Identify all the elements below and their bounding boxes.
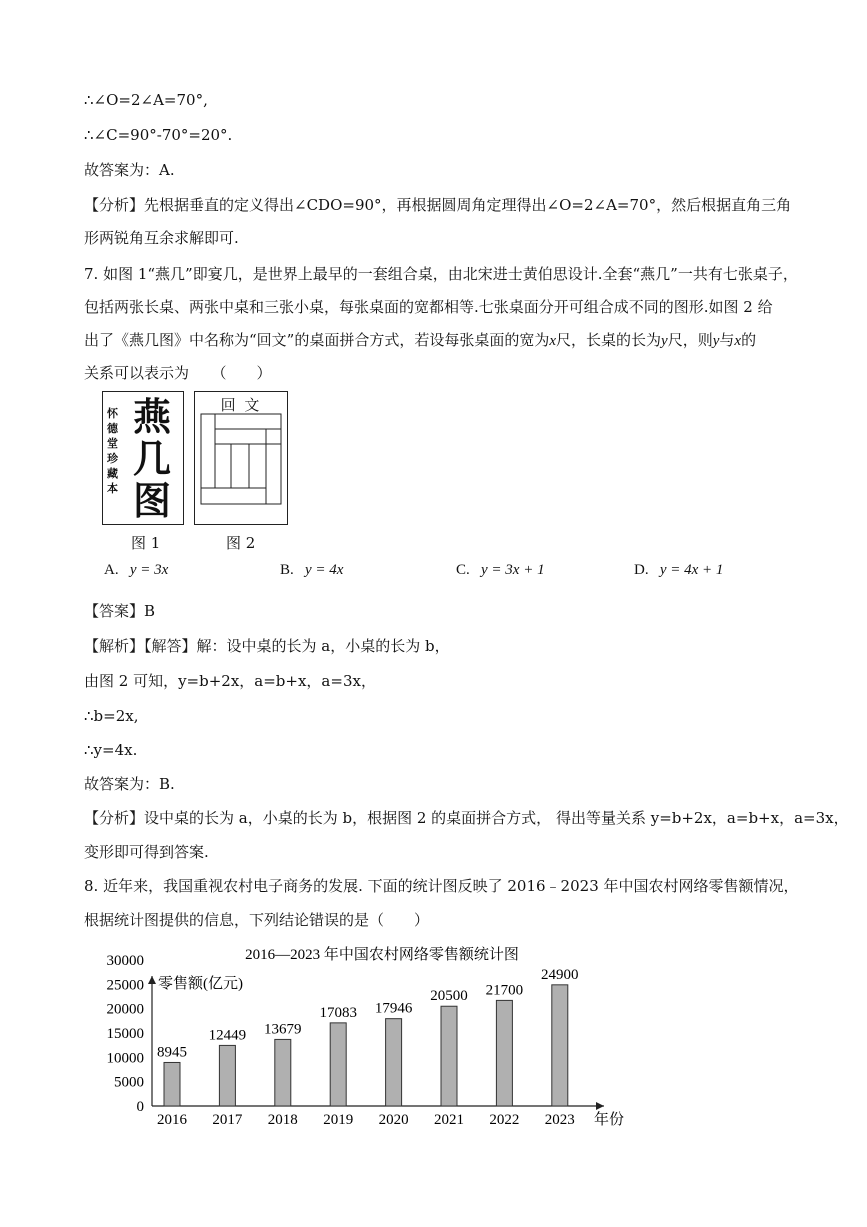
option-a-expr: y = 3x (129, 562, 169, 578)
chart-y-ticks (107, 953, 145, 1115)
q8-line-2: 根据统计图提供的信息，下列结论错误的是（ ） (84, 911, 430, 929)
line-analysis-1 (84, 195, 791, 215)
option-b (280, 562, 343, 579)
var-x: x (549, 333, 557, 349)
solution-tag-2: 【解答】 (144, 637, 197, 655)
chart-bar (552, 985, 568, 1106)
chart-x-axis-label: 年份 (594, 1112, 625, 1128)
q7-line-3-part-b: 尺，长桌的长为 (556, 331, 662, 349)
solution-line-2: 由图 2 可知，y=b+2x，a=b+x，a=3x， (84, 672, 376, 690)
line-analysis-2: 形两锐角互余求解即可. (84, 229, 239, 247)
chart-bar (441, 1006, 457, 1106)
q8-line-1: 8. 近年来，我国重视农村电子商务的发展. 下面的统计图反映了 2016﹣2023 年中国农村网络零售额情况， (84, 877, 799, 895)
chart-bar (330, 1023, 346, 1106)
chart-data-label: 8945 (157, 1044, 187, 1061)
analysis-text: 先根据垂直的定义得出∠CDO=90°，再根据圆周角定理得出∠O=2∠A=70°，然后根据直角三角 (144, 196, 792, 214)
chart-y-tick-label: 30000 (106, 953, 144, 969)
chart-x-tick-label: 2019 (323, 1112, 354, 1128)
figure-1-box (102, 391, 184, 525)
option-a (104, 562, 168, 579)
chart-x-ticks (157, 1112, 575, 1128)
chart-y-tick-label: 20000 (106, 1001, 144, 1018)
chart-y-tick-label: 15000 (106, 1026, 144, 1042)
q7-line-3 (84, 330, 756, 351)
chart-y-axis-label: 零售额(亿元) (158, 976, 243, 992)
chart-data-label: 13679 (264, 1021, 302, 1038)
chart-x-tick-label: 2016 (157, 1112, 187, 1128)
figure-1-caption: 图 1 (131, 534, 161, 552)
var-y: y (661, 333, 668, 349)
chart-bar (496, 1000, 512, 1106)
figure-2-box (194, 391, 288, 525)
q7-line-3-part-c: 尺，则 (667, 331, 713, 349)
retail-sales-bar-chart (84, 940, 644, 1130)
solution-text-1: 解：设中桌的长为 a，小桌的长为 b， (196, 637, 450, 655)
figure-1-big-text: 燕几图 (133, 394, 172, 523)
solution-analysis-text: 设中桌的长为 a，小桌的长为 b，根据图 2 的桌面拼合方式， 得出等量关系 y=b+2x，a=b+x，a=3x， (144, 809, 849, 827)
answer-value: B (144, 602, 156, 620)
option-d-label: D. (634, 562, 649, 578)
chart-x-tick-label: 2017 (212, 1112, 243, 1128)
chart-data-label: 12449 (208, 1027, 247, 1044)
chart-x-tick-label: 2020 (378, 1112, 409, 1128)
solution-line-1 (84, 636, 450, 656)
chart-data-label: 21700 (485, 982, 524, 999)
option-b-expr: y = 4x (305, 562, 344, 578)
chart-y-tick-label: 5000 (114, 1074, 144, 1091)
chart-data-label: 20500 (430, 988, 468, 1005)
option-c (456, 562, 545, 579)
solution-line-3: ∴b=2x, (84, 707, 139, 725)
solution-line-4: ∴y=4x. (84, 741, 138, 759)
chart-y-tick-label: 0 (136, 1099, 144, 1115)
line-angle-o: ∴∠O=2∠A=70°, (84, 91, 208, 109)
chart-x-tick-label: 2021 (434, 1112, 464, 1128)
q7-line-1: 7. 如图 1“燕几”即宴几，是世界上最早的一套组合桌，由北宋进士黄伯思设计.全套“燕几”一共有七张桌子， (84, 265, 798, 283)
figure-1-small-text: 怀德堂珍藏本 (107, 407, 118, 495)
chart-data-label: 17083 (319, 1004, 357, 1021)
solution-analysis-2: 变形即可得到答案. (84, 843, 209, 861)
solution-analysis-1 (84, 808, 849, 828)
line-angle-c: ∴∠C=90°-70°=20°. (84, 126, 233, 144)
q7-line-3-part-e: 的 (741, 331, 757, 349)
chart-bar (219, 1045, 235, 1106)
q7-line-3-part-a: 出了《燕几图》中名称为“回文”的桌面拼合方式，若设每张桌面的宽为 (84, 331, 550, 349)
var-y: y (712, 333, 720, 349)
answer-tag: 【答案】 (84, 602, 145, 620)
analysis-tag: 【分析】 (84, 196, 145, 214)
chart-x-tick-label: 2023 (544, 1112, 575, 1128)
answer-line (84, 601, 155, 621)
option-b-label: B. (280, 562, 294, 578)
var-x: x (734, 333, 742, 349)
option-d-expr: y = 4x + 1 (659, 562, 724, 578)
q7-line-3-part-d: 与 (719, 331, 735, 349)
chart-data-label: 17946 (374, 1000, 413, 1017)
q7-line-4: 关系可以表示为 （ ） (84, 364, 272, 382)
chart-data-label: 24900 (541, 966, 579, 983)
figure-2-title: 回 文 (220, 396, 262, 414)
solution-analysis-tag: 【分析】 (84, 809, 145, 827)
chart-title: 2016—2023 年中国农村网络零售额统计图 (245, 947, 519, 963)
chart-y-tick-label: 25000 (106, 977, 144, 994)
chart-bar (164, 1062, 180, 1106)
option-a-label: A. (104, 562, 119, 578)
chart-x-tick-label: 2018 (267, 1112, 298, 1128)
line-answer-a: 故答案为：A. (84, 161, 175, 179)
figure-2-caption: 图 2 (226, 534, 256, 552)
chart-x-axis-arrow (596, 1102, 604, 1110)
chart-bar (275, 1039, 291, 1106)
chart-x-tick-label: 2022 (489, 1112, 520, 1128)
q7-line-2: 包括两张长桌、两张中桌和三张小桌，每张桌面的宽都相等.七张桌面分开可组合成不同的图形.如图 2 给 (84, 298, 773, 316)
option-c-expr: y = 3x + 1 (481, 562, 545, 578)
solution-line-5: 故答案为：B. (84, 775, 175, 793)
chart-y-tick-label: 10000 (106, 1050, 144, 1067)
option-c-label: C. (456, 562, 470, 578)
solution-tag: 【解析】 (84, 637, 145, 655)
chart-y-axis-arrow (148, 976, 156, 984)
option-d (634, 562, 723, 579)
chart-bar (386, 1019, 402, 1106)
figure-2-diagram (195, 392, 287, 524)
